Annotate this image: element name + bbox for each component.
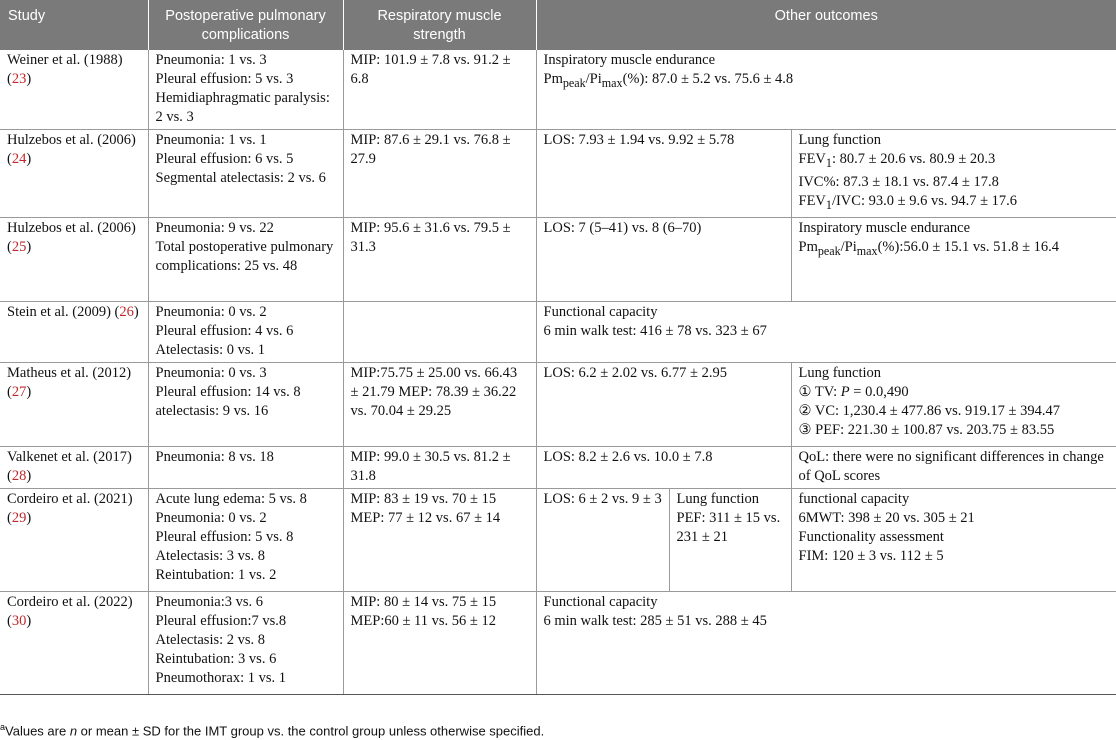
table-row bbox=[0, 301, 1116, 362]
study-name: Hulzebos et al. (2006) bbox=[7, 132, 136, 148]
rms-value: MIP: 101.9 ± 7.8 vs. 91.2 ± 6.8 bbox=[350, 52, 511, 87]
table-row bbox=[0, 488, 1116, 591]
rms-cell bbox=[343, 130, 536, 218]
ppc-cell bbox=[148, 130, 343, 218]
ppc-line: Atelectasis: 3 vs. 8 bbox=[155, 547, 266, 564]
study-cell: Hulzebos et al. (2006) (25) bbox=[0, 217, 148, 301]
table-row bbox=[0, 362, 1116, 446]
header-study: Study bbox=[0, 0, 148, 50]
other_b-line: ③ PEF: 221.30 ± 100.87 vs. 203.75 ± 83.55 bbox=[798, 421, 1055, 438]
header-rms: Respiratory muscle strength bbox=[343, 0, 536, 50]
other_a-line: LOS: 6 ± 2 vs. 9 ± 3 bbox=[543, 490, 662, 507]
study-name: Cordeiro et al. (2022) bbox=[7, 593, 133, 610]
rms-cell bbox=[343, 301, 536, 362]
ppc-cell bbox=[148, 488, 343, 591]
ppc-cell bbox=[148, 50, 343, 130]
other_a-line: Functional capacity bbox=[543, 303, 658, 320]
other_b-line: $FEV_1$: 80.7 ± 20.6 vs. 80.9 ± 20.3 bbox=[798, 151, 996, 170]
other_b-line: Inspiratory muscle endurance bbox=[798, 219, 971, 236]
reference-link[interactable]: 30 bbox=[11, 612, 27, 629]
header-row bbox=[0, 0, 1116, 50]
other-outcome-cell bbox=[536, 217, 791, 301]
rms-value: MIP: 83 ± 19 vs. 70 ± 15 MEP: 77 ± 12 vs. 67 ± 14 bbox=[350, 490, 501, 526]
rms-value: MIP: 95.6 ± 31.6 vs. 79.5 ± 31.3 bbox=[350, 219, 511, 255]
other_b-line: ① TV: P = 0.0,490 bbox=[798, 383, 909, 400]
other_mid-line: Lung function bbox=[676, 490, 760, 507]
other-outcome-cell bbox=[536, 301, 1116, 362]
study-cell: Cordeiro et al. (2021) (29) bbox=[0, 488, 148, 591]
ppc-line: Segmental atelectasis: 2 vs. 6 bbox=[155, 170, 326, 186]
other_b-line: Lung function bbox=[798, 364, 882, 381]
ppc-line: atelectasis: 9 vs. 16 bbox=[155, 402, 269, 419]
study-cell: Stein et al. (2009) (26) bbox=[0, 301, 148, 362]
ppc-cell bbox=[148, 217, 343, 301]
ppc-line: Pneumonia: 8 vs. 18 bbox=[155, 448, 274, 465]
study-name: Cordeiro et al. (2021) bbox=[7, 490, 133, 507]
header-ppc: Postoperative pulmonary complications bbox=[148, 0, 343, 50]
ppc-cell bbox=[148, 301, 343, 362]
ppc-line: Pleural effusion: 5 vs. 3 bbox=[155, 71, 294, 87]
footnote-marker: a bbox=[0, 722, 6, 732]
study-cell: Hulzebos et al. (2006) (24) bbox=[0, 130, 148, 218]
other-outcome-cell bbox=[791, 362, 1116, 446]
rms-value: MIP: 99.0 ± 30.5 vs. 81.2 ± 31.8 bbox=[350, 448, 511, 484]
study-cell: Matheus et al. (2012) (27) bbox=[0, 362, 148, 446]
study-name: Matheus et al. (2012) bbox=[7, 364, 132, 381]
footnote-text-after: or mean ± SD for the IMT group vs. the control group unless otherwise specified. bbox=[77, 723, 545, 739]
study-name: Weiner et al. (1988) bbox=[7, 52, 123, 68]
other_b-line: functional capacity bbox=[798, 490, 910, 507]
rms-cell bbox=[343, 217, 536, 301]
rms-cell bbox=[343, 488, 536, 591]
header-other: Other outcomes bbox=[536, 0, 1116, 50]
table-row bbox=[0, 50, 1116, 130]
ppc-line: Hemidiaphragmatic paralysis: 2 vs. 3 bbox=[155, 90, 330, 125]
rms-value: MIP: 87.6 ± 29.1 vs. 76.8 ± 27.9 bbox=[350, 132, 511, 167]
other-outcome-cell bbox=[791, 446, 1116, 488]
other-outcome-cell bbox=[536, 488, 669, 591]
other_b-line: $Pm_{peak}/Pi_{max}(\%):56.0 \pm 15.1$ vs. 51.8 ± 16.4 bbox=[798, 238, 1060, 258]
study-name: Stein et al. (2009) bbox=[7, 303, 111, 320]
ppc-line: Pleural effusion: 5 vs. 8 bbox=[155, 528, 294, 545]
other-outcome-cell bbox=[536, 130, 791, 218]
other_a-line: 6 min walk test: 285 ± 51 vs. 288 ± 45 bbox=[543, 612, 767, 629]
other_a-line: Inspiratory muscle endurance bbox=[543, 52, 716, 68]
other_b-line: $FEV_1$/IVC: 93.0 ± 9.6 vs. 94.7 ± 17.6 bbox=[798, 192, 1018, 212]
other-outcome-cell bbox=[536, 446, 791, 488]
ppc-line: Total postoperative pulmonary complications: 25 vs. 48 bbox=[155, 238, 334, 274]
ppc-line: Atelectasis: 2 vs. 8 bbox=[155, 631, 266, 648]
ppc-line: Pneumonia:3 vs. 6 bbox=[155, 593, 264, 610]
ppc-line: Pleural effusion: 14 vs. 8 bbox=[155, 383, 301, 400]
other_a-line: 6 min walk test: 416 ± 78 vs. 323 ± 67 bbox=[543, 322, 767, 339]
study-cell: Cordeiro et al. (2022) (30) bbox=[0, 591, 148, 694]
ppc-line: Reintubation: 1 vs. 2 bbox=[155, 566, 277, 583]
ppc-cell bbox=[148, 362, 343, 446]
ppc-line: Pleural effusion: 6 vs. 5 bbox=[155, 151, 294, 167]
other-outcome-cell bbox=[536, 591, 1116, 694]
table-row bbox=[0, 130, 1116, 218]
ppc-line: Pneumothorax: 1 vs. 1 bbox=[155, 669, 286, 686]
ppc-line: Pleural effusion:7 vs.8 bbox=[155, 612, 287, 629]
other_a-line: $Pm_{peak}/Pi_{max}(\%)$: 87.0 ± 5.2 vs. 75.6 ± 4.8 bbox=[543, 71, 794, 90]
ppc-line: Pneumonia: 0 vs. 3 bbox=[155, 364, 267, 381]
study-name: Valkenet et al. (2017) bbox=[7, 448, 132, 465]
table-row bbox=[0, 217, 1116, 301]
other-outcome-cell bbox=[536, 362, 791, 446]
ppc-line: Pneumonia: 0 vs. 2 bbox=[155, 303, 267, 320]
ppc-cell bbox=[148, 591, 343, 694]
rms-value: MIP: 80 ± 14 vs. 75 ± 15 MEP:60 ± 11 vs. 56 ± 12 bbox=[350, 593, 497, 629]
ppc-line: Pneumonia: 1 vs. 1 bbox=[155, 132, 267, 148]
other_a-line: LOS: 7.93 ± 1.94 vs. 9.92 ± 5.78 bbox=[543, 132, 735, 148]
ppc-line: Acute lung edema: 5 vs. 8 bbox=[155, 490, 307, 507]
table-row bbox=[0, 446, 1116, 488]
reference-link[interactable]: 26 bbox=[119, 303, 134, 320]
footnote-text-before: Values are bbox=[5, 723, 70, 739]
reference-link[interactable]: 29 bbox=[11, 509, 27, 526]
reference-link[interactable]: 23 bbox=[11, 71, 27, 87]
other-outcome-cell bbox=[669, 488, 791, 591]
ppc-cell bbox=[148, 446, 343, 488]
other-outcome-cell bbox=[791, 130, 1116, 218]
rms-cell bbox=[343, 446, 536, 488]
table-footnote bbox=[0, 722, 544, 738]
other_b-line: Functionality assessment bbox=[798, 528, 944, 545]
rms-cell bbox=[343, 591, 536, 694]
reference-link[interactable]: 24 bbox=[11, 151, 27, 167]
study-cell: Valkenet et al. (2017) (28) bbox=[0, 446, 148, 488]
other_a-line: Functional capacity bbox=[543, 593, 658, 610]
ppc-line: Pneumonia: 9 vs. 22 bbox=[155, 219, 274, 236]
other_b-line: Lung function bbox=[798, 132, 882, 148]
study-name: Hulzebos et al. (2006) bbox=[7, 219, 136, 236]
reference-link[interactable]: 25 bbox=[11, 238, 27, 255]
other_b-line: ② VC: 1,230.4 ± 477.86 vs. 919.17 ± 394.47 bbox=[798, 402, 1060, 419]
other_a-line: LOS: 8.2 ± 2.6 vs. 10.0 ± 7.8 bbox=[543, 448, 713, 465]
other_mid-line: PEF: 311 ± 15 vs. 231 ± 21 bbox=[676, 509, 781, 545]
other_a-line: LOS: 6.2 ± 2.02 vs. 6.77 ± 2.95 bbox=[543, 364, 727, 381]
other-outcome-cell bbox=[791, 488, 1116, 591]
other_b-line: IVC%: 87.3 ± 18.1 vs. 87.4 ± 17.8 bbox=[798, 173, 999, 190]
other-outcome-cell bbox=[791, 217, 1116, 301]
other_a-line: LOS: 7 (5–41) vs. 8 (6–70) bbox=[543, 219, 702, 236]
ppc-line: Pleural effusion: 4 vs. 6 bbox=[155, 322, 294, 339]
other-outcome-cell bbox=[536, 50, 1116, 130]
table-row bbox=[0, 591, 1116, 694]
ppc-line: Reintubation: 3 vs. 6 bbox=[155, 650, 277, 667]
rms-cell bbox=[343, 50, 536, 130]
reference-link[interactable]: 27 bbox=[11, 383, 27, 400]
footnote-n: n bbox=[69, 723, 78, 739]
reference-link[interactable]: 28 bbox=[11, 467, 27, 484]
ppc-line: Pneumonia: 0 vs. 2 bbox=[155, 509, 267, 526]
other_b-line: 6MWT: 398 ± 20 vs. 305 ± 21 bbox=[798, 509, 975, 526]
study-cell: Weiner et al. (1988) (23) bbox=[0, 50, 148, 130]
other_b-line: FIM: 120 ± 3 vs. 112 ± 5 bbox=[798, 547, 944, 564]
ppc-line: Atelectasis: 0 vs. 1 bbox=[155, 341, 266, 358]
rms-cell bbox=[343, 362, 536, 446]
ppc-line: Pneumonia: 1 vs. 3 bbox=[155, 52, 267, 68]
other_b-line: QoL: there were no significant differences in change of QoL scores bbox=[798, 448, 1104, 484]
rms-value: MIP:75.75 ± 25.00 vs. 66.43 ± 21.79 MEP: 78.39 ± 36.22 vs. 70.04 ± 29.25 bbox=[350, 364, 518, 419]
